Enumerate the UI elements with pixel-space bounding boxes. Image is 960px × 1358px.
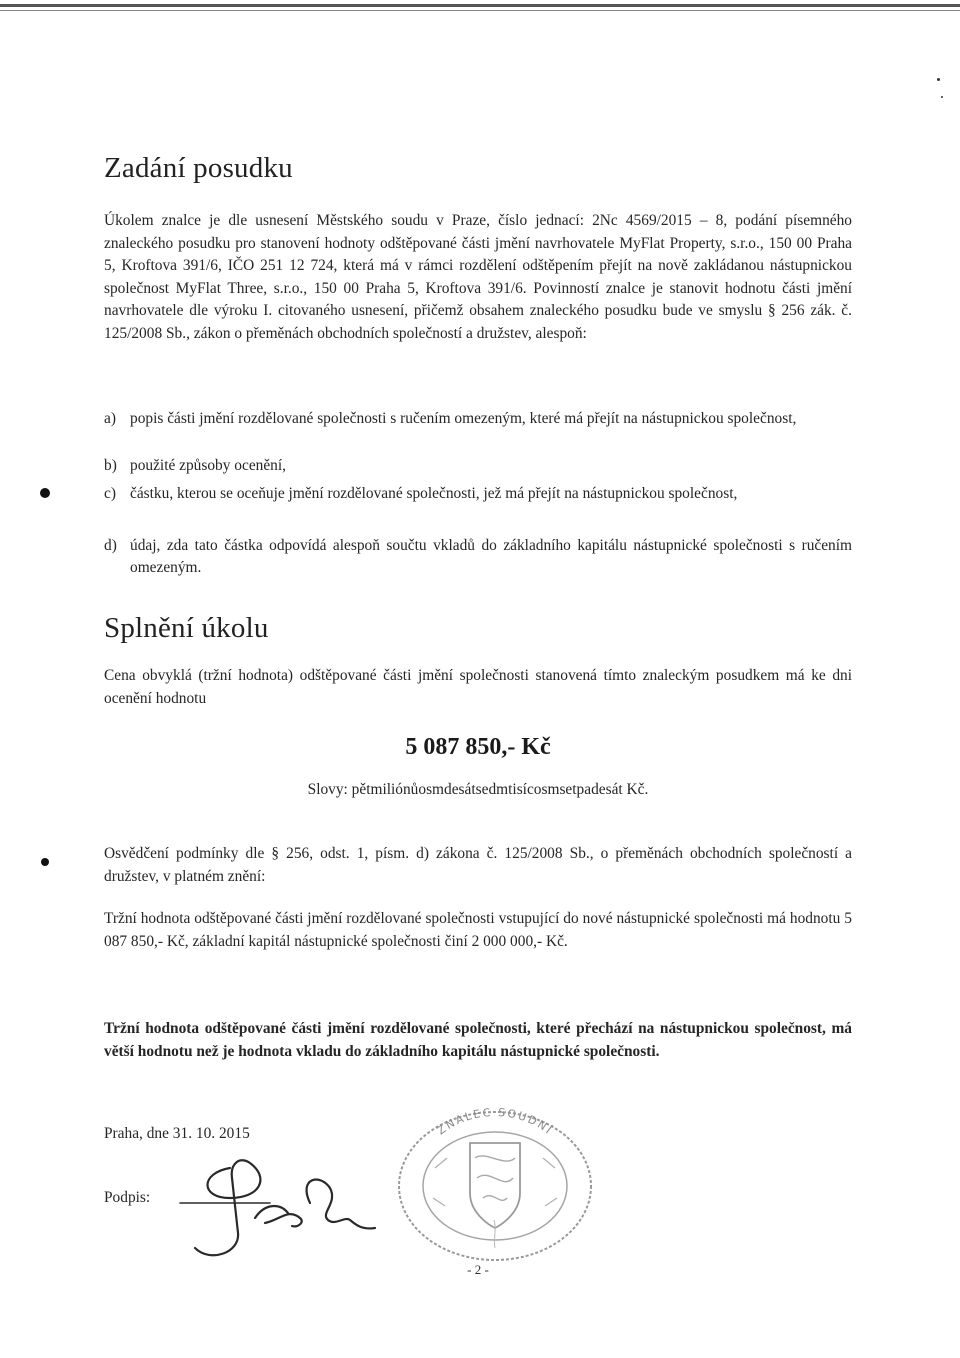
item-letter: d) [104,537,117,554]
heading-zadani-posudku: Zadání posudku [104,152,293,184]
scan-speck [937,78,940,81]
requirement-item-c [104,483,852,505]
svg-text:ZNALEC SOUDNÍ: ZNALEC SOUDNÍ [434,1105,556,1138]
conclusion-paragraph: Tržní hodnota odštěpované části jmění rozdělované společnosti, které přechází na nástupnickou společnost, má větší hodnotu než je hodnota vkladu do základního kapitálu nástupnické společnosti. [104,1020,852,1060]
scan-top-border [0,4,960,7]
item-text: použité způsoby ocenění, [130,457,286,474]
valuation-intro: Cena obvyklá (tržní hodnota) odštěpované části jmění společnosti stanovená tímto znaleckým posudkem má ke dni ocenění hodnotu [104,667,852,707]
punch-hole-mark [40,488,50,498]
page-number: - 2 - [467,1262,489,1277]
requirement-item-d [104,535,852,579]
item-letter: c) [104,485,116,502]
requirement-item-a [104,408,852,430]
signature-label: Podpis: [104,1189,151,1206]
item-text: částku, kterou se oceňuje jmění rozdělované společnosti, jež má přejít na nástupnickou společnost, [130,485,738,502]
handwritten-signature [170,1148,390,1268]
valuation-amount: 5 087 850,- Kč [405,734,551,760]
official-stamp [375,1098,615,1268]
heading-splneni-ukolu: Splnění úkolu [104,612,269,644]
item-letter: a) [104,410,116,427]
punch-hole-mark [41,858,49,866]
scan-speck [941,96,943,98]
assignment-paragraph: Úkolem znalce je dle usnesení Městského soudu v Praze, číslo jednací: 2Nc 4569/2015 – 8, podání písemného znaleckého posudku pro stanovení hodnoty odštěpované části jmění navrhovatele MyFlat Property, s.r.o., 150 00 Praha 5, Kroftova 391/6, IČO 251 12 724, která má v rámci rozdělení odštěpením přejít na nově zakládanou nástupnickou společnost MyFlat Three, s.r.o., 150 00 Praha 5, Kroftova 391/6. Povinností znalce je stanovit hodnotu části jmění navrhovatele dle výroku I. citovaného usnesení, přičemž obsahem znaleckého posudku bude ve smyslu § 256 zák. č. 125/2008 Sb., zákon o přeměnách obchodních společností a družstev, alespoň: [104,212,852,342]
amount-in-words: Slovy: pětmiliónůosmdesátsedmtisícosmsetpadesát Kč. [307,781,649,798]
item-letter: b) [104,457,117,474]
market-value-paragraph: Tržní hodnota odštěpované části jmění rozdělované společnosti vstupující do nové nástupnické společnosti má hodnotu 5 087 850,- Kč, základní kapitál nástupnické společnosti činí 2 000 000,- Kč. [104,910,852,950]
requirement-item-b [104,455,852,477]
date-line: Praha, dne 31. 10. 2015 [104,1125,250,1142]
item-text: popis části jmění rozdělované společnosti s ručením omezeným, které má přejít na nástupnickou společnost, [130,410,797,427]
scan-top-border-thin [0,10,960,11]
certificate-paragraph: Osvědčení podmínky dle § 256, odst. 1, písm. d) zákona č. 125/2008 Sb., o přeměnách obchodních společností a družstev, v platném znění: [104,845,852,885]
item-text: údaj, zda tato částka odpovídá alespoň součtu vkladů do základního kapitálu nástupnické společnosti s ručením omezeným. [130,537,852,576]
